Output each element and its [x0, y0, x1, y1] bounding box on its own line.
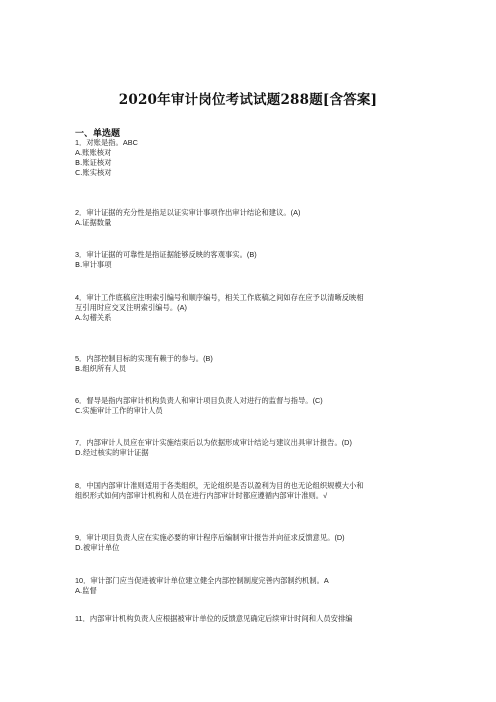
option: C.实施审计工作的审计人员: [75, 406, 163, 415]
question-3: 3．审计证据的可靠性是指证据能够反映的客观事实。(B) B.审计事项: [75, 250, 425, 270]
question-1: 1．对账是指。ABC A.账账核对 B.账证核对 C.账实核对: [75, 138, 425, 178]
option: A.勾稽关系: [75, 313, 112, 322]
option: A.监督: [75, 586, 97, 595]
question-4: 4．审计工作底稿应注明索引编号和顺序编号，相关工作底稿之间如存在应予以清晰反映相 互引用时应交叉注明索引编号。(A) A.勾稽关系: [75, 293, 425, 323]
option: A.账账核对: [75, 148, 112, 157]
option: A.证据数量: [75, 218, 112, 227]
question-7: 7．内部审计人员应在审计实施结束后以为依据形成审计结论与建议出具审计报告。(D) D.经过核实的审计证据: [75, 438, 425, 458]
option: B.审计事项: [75, 260, 112, 269]
option: C.账实核对: [75, 168, 112, 177]
section-heading: 一、单选题: [75, 129, 121, 139]
document-title: 2020年审计岗位考试试题288题[含答案]: [118, 92, 378, 108]
question-2: 2．审计证据的充分性是指足以证实审计事项作出审计结论和建议。(A) A.证据数量: [75, 208, 425, 228]
option: B.账证核对: [75, 158, 112, 167]
option: D.被审计单位: [75, 543, 120, 552]
question-5: 5．内部控制目标的实现有赖于的参与。(B) B.组织所有人员: [75, 354, 425, 374]
question-10: 10．审计部门应当促进被审计单位建立健全内部控制制度完善内部制约机制。A A.监督: [75, 576, 425, 596]
question-9: 9．审计项目负责人应在实施必要的审计程序后编制审计报告并向征求反馈意见。(D) D.被审计单位: [75, 533, 425, 553]
question-6: 6．督导是指内部审计机构负责人和审计项目负责人对进行的监督与指导。(C) C.实施审计工作的审计人员: [75, 396, 425, 416]
option: D.经过核实的审计证据: [75, 448, 149, 457]
option: B.组织所有人员: [75, 364, 127, 373]
question-11: 11．内部审计机构负责人应根据被审计单位的反馈意见确定后续审计时间和人员安排编: [75, 614, 353, 623]
question-8: 8．中国内部审计准则适用于各类组织，无论组织是否以盈利为目的也无论组织规模大小和 组织形式如何内部审计机构和人员在进行内部审计时都应遵循内部审计准则。√: [75, 481, 364, 500]
